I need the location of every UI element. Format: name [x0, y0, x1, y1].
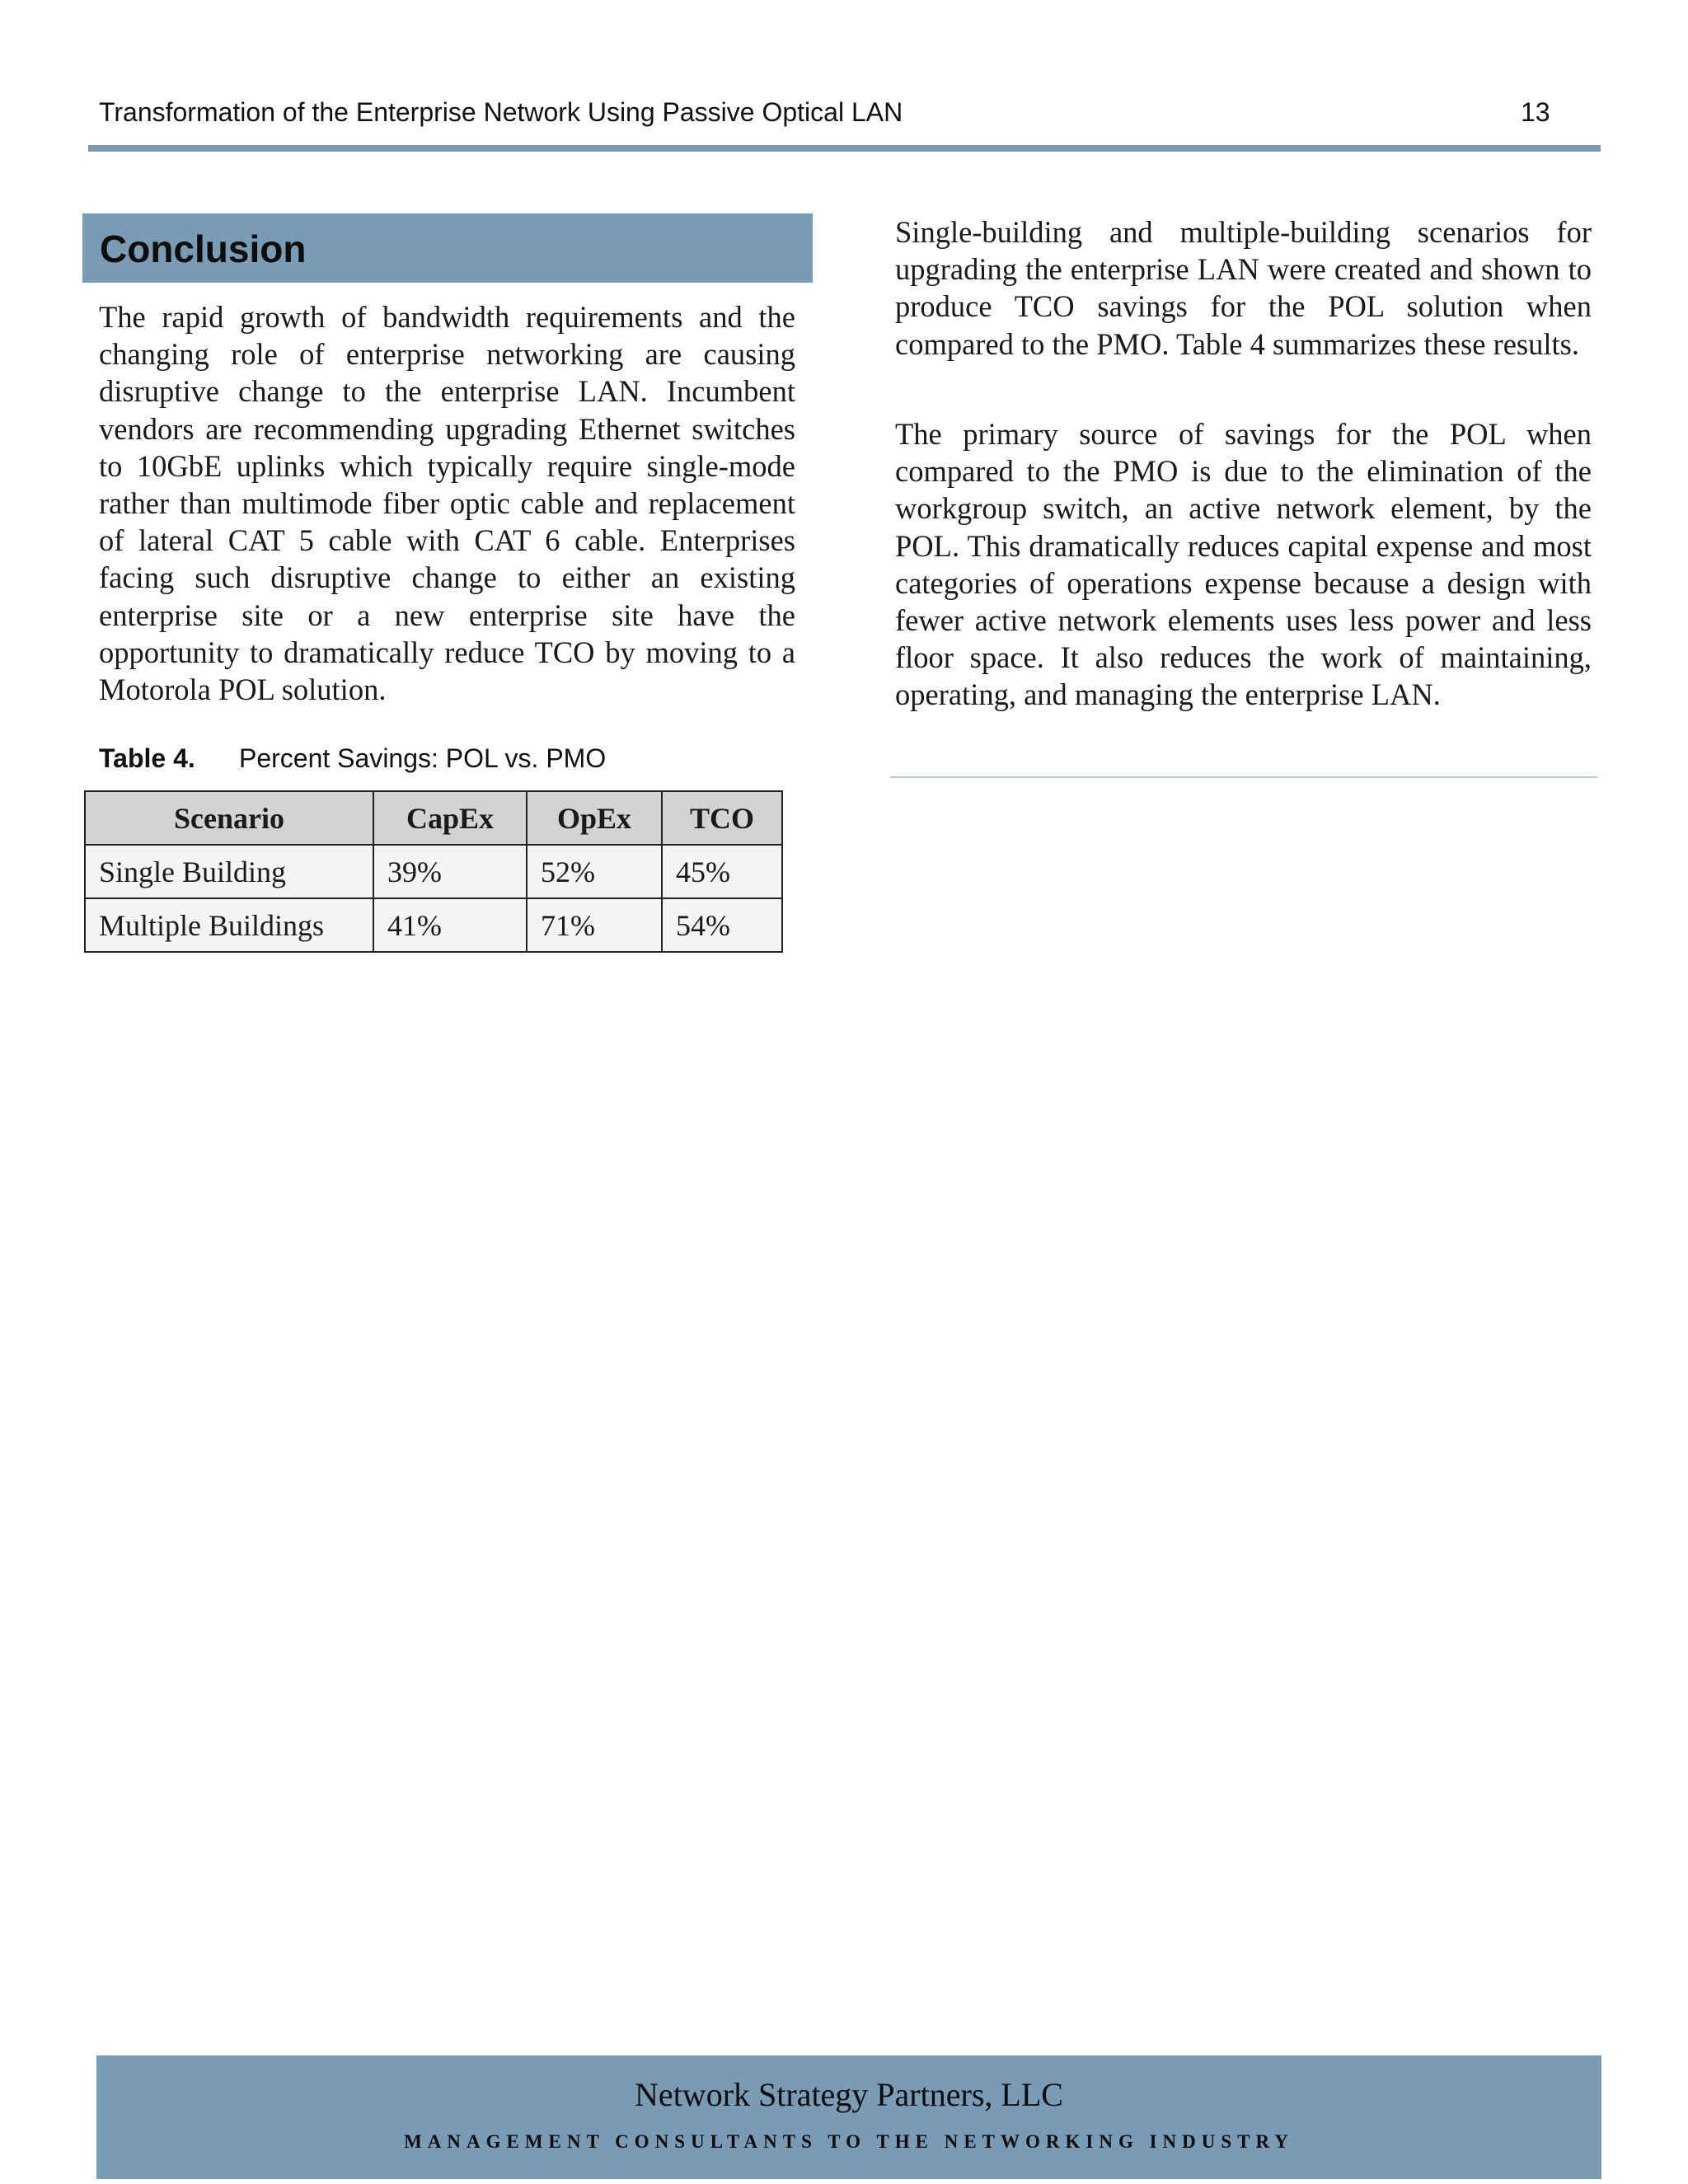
table-header-row: [85, 791, 782, 845]
footer-tagline: MANAGEMENT CONSULTANTS TO THE NETWORKING INDUSTRY: [404, 2131, 1294, 2152]
table-cell-opex: 71%: [527, 898, 662, 952]
table-row: [85, 845, 782, 898]
column-header-tco: TCO: [662, 791, 782, 845]
column-end-divider: [890, 776, 1597, 778]
table-cell-scenario: Multiple Buildings: [85, 898, 373, 952]
column-header-opex: OpEx: [527, 791, 662, 845]
column-header-capex: CapEx: [373, 791, 527, 845]
header-divider: [88, 145, 1601, 152]
savings-source-paragraph: The primary source of savings for the POL when compared to the PMO is due to the elimination of the workgroup switch, an active network element, by the POL. This dramatically reduces capital expense and most categories of operations expense because a design with fewer active network elements uses less power and less floor space. It also reduces the work of maintaining, operating, and managing the enterprise LAN.: [895, 417, 1592, 712]
table-cell-tco: 54%: [662, 898, 782, 952]
section-heading: Conclusion: [100, 227, 307, 270]
table-cell-capex: 39%: [373, 845, 527, 898]
table-cell-capex: 41%: [373, 898, 527, 952]
footer-band: [96, 2055, 1601, 2179]
table-cell-opex: 52%: [527, 845, 662, 898]
table-cell-scenario: Single Building: [85, 845, 373, 898]
summary-paragraph: Single-building and multiple-building scenarios for upgrading the enterprise LAN were created and shown to produce TCO savings for the POL solution when compared to the PMO. Table 4 summarizes these results.: [895, 215, 1592, 361]
column-header-scenario: Scenario: [85, 791, 373, 845]
table-cell-tco: 45%: [662, 845, 782, 898]
page-header-title: Transformation of the Enterprise Network Using Passive Optical LAN: [99, 97, 903, 127]
page-number: 13: [1521, 97, 1550, 127]
table-row: [85, 898, 782, 952]
footer-company-name: Network Strategy Partners, LLC: [635, 2076, 1063, 2113]
table-caption-text: Percent Savings: POL vs. PMO: [239, 743, 607, 773]
section-heading-banner: [82, 213, 813, 283]
conclusion-paragraph: The rapid growth of bandwidth requirements and the changing role of enterprise networking are causing disruptive change to the enterprise LAN. Incumbent vendors are recommending upgrading Ethernet switches to 10GbE uplinks which typically require single-mode rather than multimode fiber optic cable and replacement of lateral CAT 5 cable with CAT 6 cable. Enterprises facing such disruptive change to either an existing enterprise site or a new enterprise site have the opportunity to dramatically reduce TCO by moving to a Motorola POL solution.: [99, 300, 795, 707]
table-caption: [99, 743, 606, 774]
table-caption-label: Table 4.: [99, 743, 195, 773]
savings-table: [84, 790, 783, 953]
